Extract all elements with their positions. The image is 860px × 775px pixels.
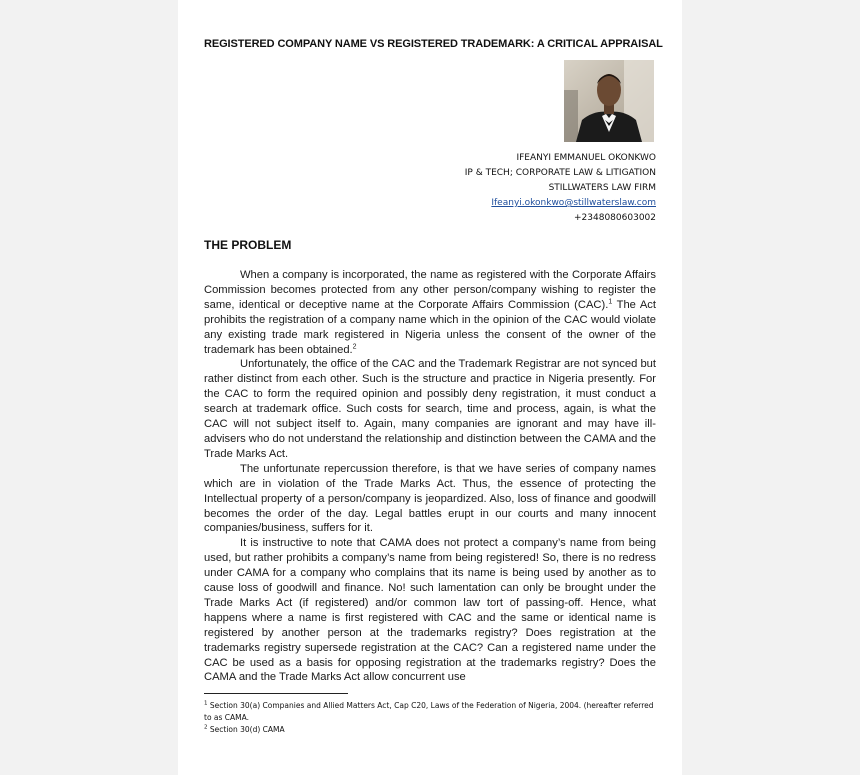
author-email-link[interactable]: Ifeanyi.okonkwo@stillwaterslaw.com — [491, 198, 656, 208]
author-block — [465, 151, 656, 226]
footnote-ref: 1 — [608, 298, 613, 306]
body-text — [204, 268, 656, 685]
author-role: IP & TECH; CORPORATE LAW & LITIGATION — [464, 168, 656, 178]
author-photo — [564, 60, 654, 142]
footnote-divider — [204, 693, 348, 694]
footnote-ref: 2 — [352, 342, 357, 350]
author-phone: +2348080603002 — [574, 213, 656, 223]
author-name: IFEANYI EMMANUEL OKONKWO — [516, 153, 656, 163]
paragraph: Unfortunately, the office of the CAC and the Trademark Registrar are not synced but rather distinct from each other. Such is the structure and practice in Nigeria presently. For the CAC to form the required opinion and possibly deny registration, it must conduct a search at trademark office. Such costs for search, time and process, again, is what the CAC will not subject itself to. Again, many companies are ignorant and may have ill-advisers who do not understand the relationship and distinction between the CAMA and the Trade Marks Act. — [204, 358, 656, 460]
paragraph: It is instructive to note that CAMA does not protect a company’s name from being used, but rather prohibits a company’s name from being registered! So, there is no redress under CAMA for a company who complains that its name is being used by another as to cause loss of goodwill and finance. No! such lamentation can only be brought under the Trade Marks Act (if registered) and/or common law tort of passing-off. Hence, what happens where a name is first registered with CAC and the same or identical name is registered by another person at the trademarks registry? Does registration at the trademarks registry supersede registration at the CAC? Can a registered name under the CAC be used as a basis for opposing registration at the trademarks registry? Does the CAMA and the Trade Marks Act allow concurrent use — [204, 537, 656, 684]
footnote: $^1$ Section 30(a) Companies and Allied Matters Act, Cap C20, Laws of the Federation of Nigeria, 2004. (hereafter referred to as CAMA. — [204, 700, 654, 722]
section-heading: THE PROBLEM — [204, 238, 292, 252]
document-title: REGISTERED COMPANY NAME VS REGISTERED TRADEMARK: A CRITICAL APPRAISAL — [204, 38, 663, 50]
footnotes — [204, 700, 656, 736]
paragraph: When a company is incorporated, the name as registered with the Corporate Affairs Commission becomes protected from any other person/company wishing to register the same, identical or deceptive name at the Corporate Affairs Commission (CAC).$^1$ The Act prohibits the registration of a company name which in the opinion of the CAC would violate any existing trade mark registered in Nigeria unless the consent of the owner of the trademark has been obtained.$^2$ — [204, 269, 657, 356]
author-firm: STILLWATERS LAW FIRM — [548, 183, 656, 193]
footnote: $^2$ Section 30(d) CAMA — [204, 724, 285, 734]
paragraph: The unfortunate repercussion therefore, is that we have series of company names which are in violation of the Trade Marks Act. Thus, the essence of protecting the Intellectual property of a person/company is jeopardized. Also, loss of finance and goodwill becomes the order of the day. Legal battles erupt in our courts and many innocent companies/business, suffers for it. — [204, 462, 656, 535]
